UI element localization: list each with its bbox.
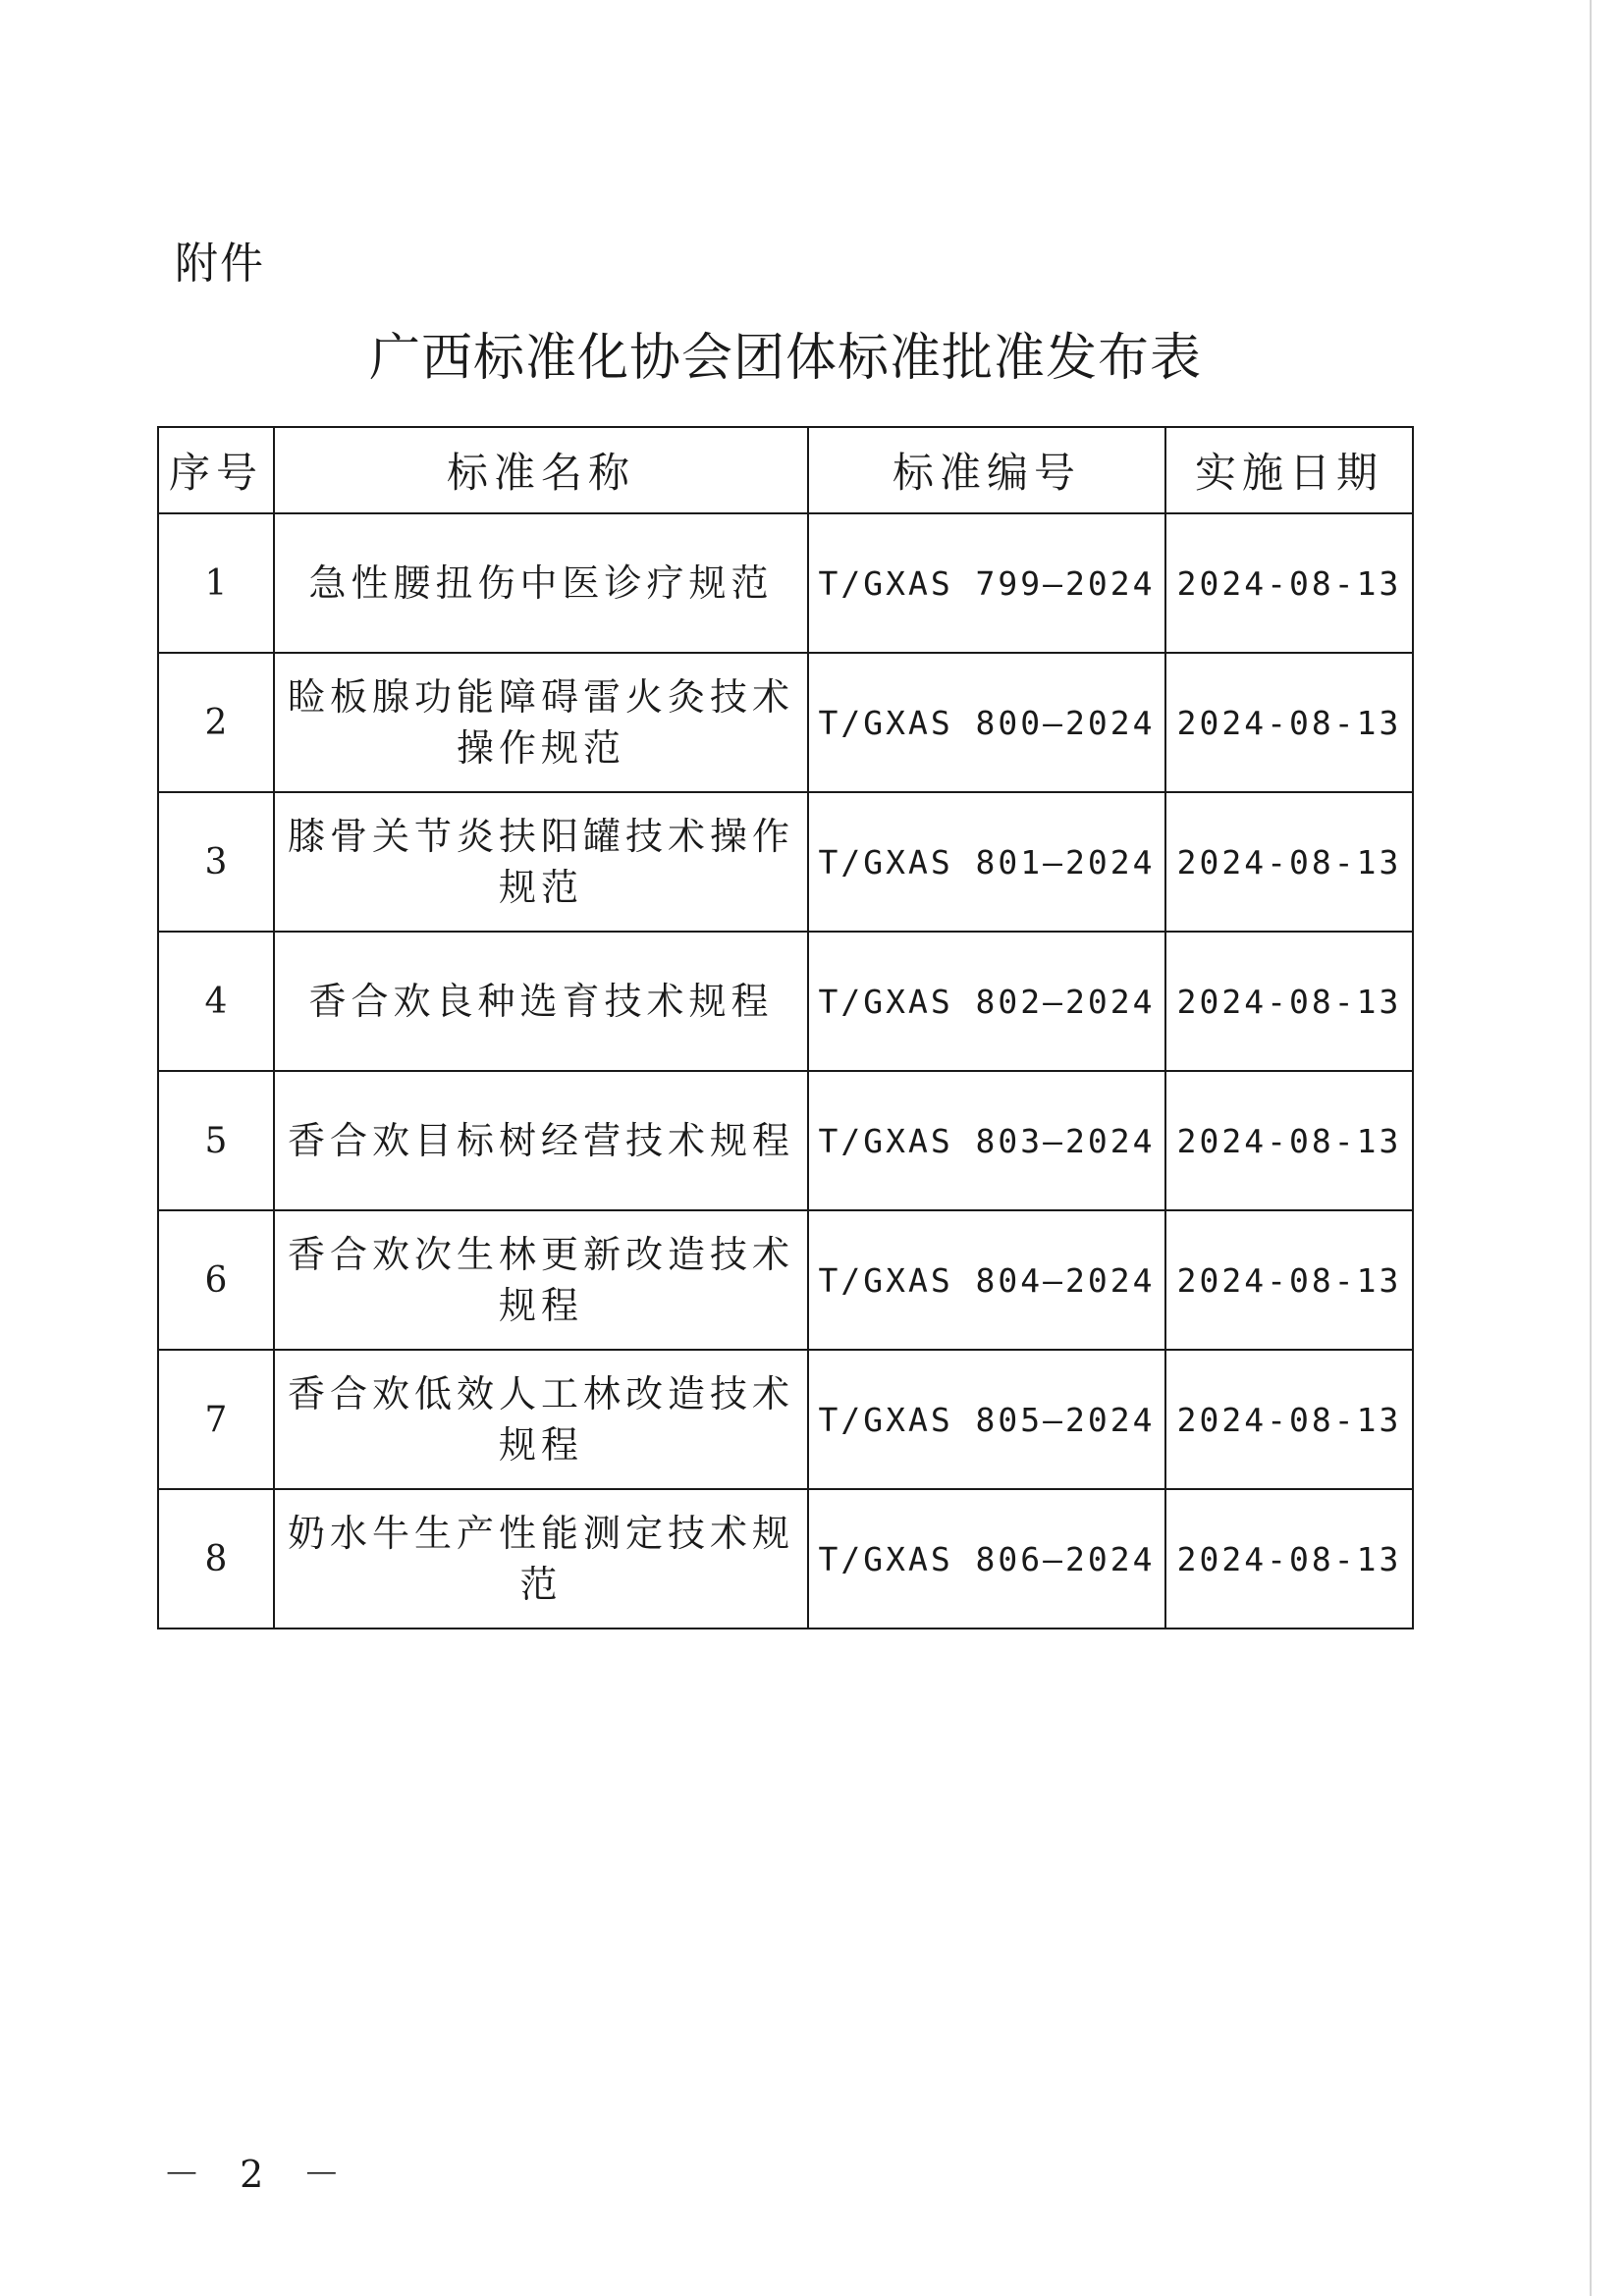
row-code: T/GXAS 806—2024 [808, 1489, 1165, 1629]
row-seq: 6 [158, 1210, 274, 1350]
row-seq: 1 [158, 513, 274, 653]
row-date: 2024-08-13 [1165, 932, 1413, 1071]
row-seq: 5 [158, 1071, 274, 1210]
row-date: 2024-08-13 [1165, 653, 1413, 792]
row-name: 睑板腺功能障碍雷火灸技术操作规范 [274, 653, 808, 792]
header-name: 标准名称 [274, 427, 808, 513]
row-date: 2024-08-13 [1165, 513, 1413, 653]
row-name: 膝骨关节炎扶阳罐技术操作规范 [274, 792, 808, 932]
table-row [158, 792, 1413, 932]
page-number: － 2 － [163, 2153, 354, 2196]
row-name: 奶水牛生产性能测定技术规范 [274, 1489, 808, 1629]
row-name: 香合欢目标树经营技术规程 [274, 1071, 808, 1210]
row-date: 2024-08-13 [1165, 1071, 1413, 1210]
row-code: T/GXAS 801—2024 [808, 792, 1165, 932]
row-code: T/GXAS 802—2024 [808, 932, 1165, 1071]
table-row [158, 932, 1413, 1071]
header-code: 标准编号 [808, 427, 1165, 513]
header-date: 实施日期 [1165, 427, 1413, 513]
row-code: T/GXAS 804—2024 [808, 1210, 1165, 1350]
row-name: 香合欢次生林更新改造技术规程 [274, 1210, 808, 1350]
row-seq: 2 [158, 653, 274, 792]
header-seq: 序号 [158, 427, 274, 513]
row-code: T/GXAS 803—2024 [808, 1071, 1165, 1210]
row-date: 2024-08-13 [1165, 1210, 1413, 1350]
row-seq: 4 [158, 932, 274, 1071]
row-name: 香合欢低效人工林改造技术规程 [274, 1350, 808, 1489]
row-code: T/GXAS 800—2024 [808, 653, 1165, 792]
row-date: 2024-08-13 [1165, 1489, 1413, 1629]
table-row [158, 1350, 1413, 1489]
table-row [158, 1210, 1413, 1350]
row-seq: 8 [158, 1489, 274, 1629]
row-seq: 7 [158, 1350, 274, 1489]
attachment-label: 附件 [175, 239, 265, 289]
row-date: 2024-08-13 [1165, 1350, 1413, 1489]
row-code: T/GXAS 799—2024 [808, 513, 1165, 653]
table-row [158, 653, 1413, 792]
table-row [158, 1489, 1413, 1629]
table-header-row [158, 427, 1413, 513]
table-row [158, 513, 1413, 653]
row-seq: 3 [158, 792, 274, 932]
standards-table [157, 426, 1414, 1629]
row-date: 2024-08-13 [1165, 792, 1413, 932]
table-row [158, 1071, 1413, 1210]
row-name: 急性腰扭伤中医诊疗规范 [274, 513, 808, 653]
row-name: 香合欢良种选育技术规程 [274, 932, 808, 1071]
row-code: T/GXAS 805—2024 [808, 1350, 1165, 1489]
document-title: 广西标准化协会团体标准批准发布表 [368, 329, 1202, 388]
